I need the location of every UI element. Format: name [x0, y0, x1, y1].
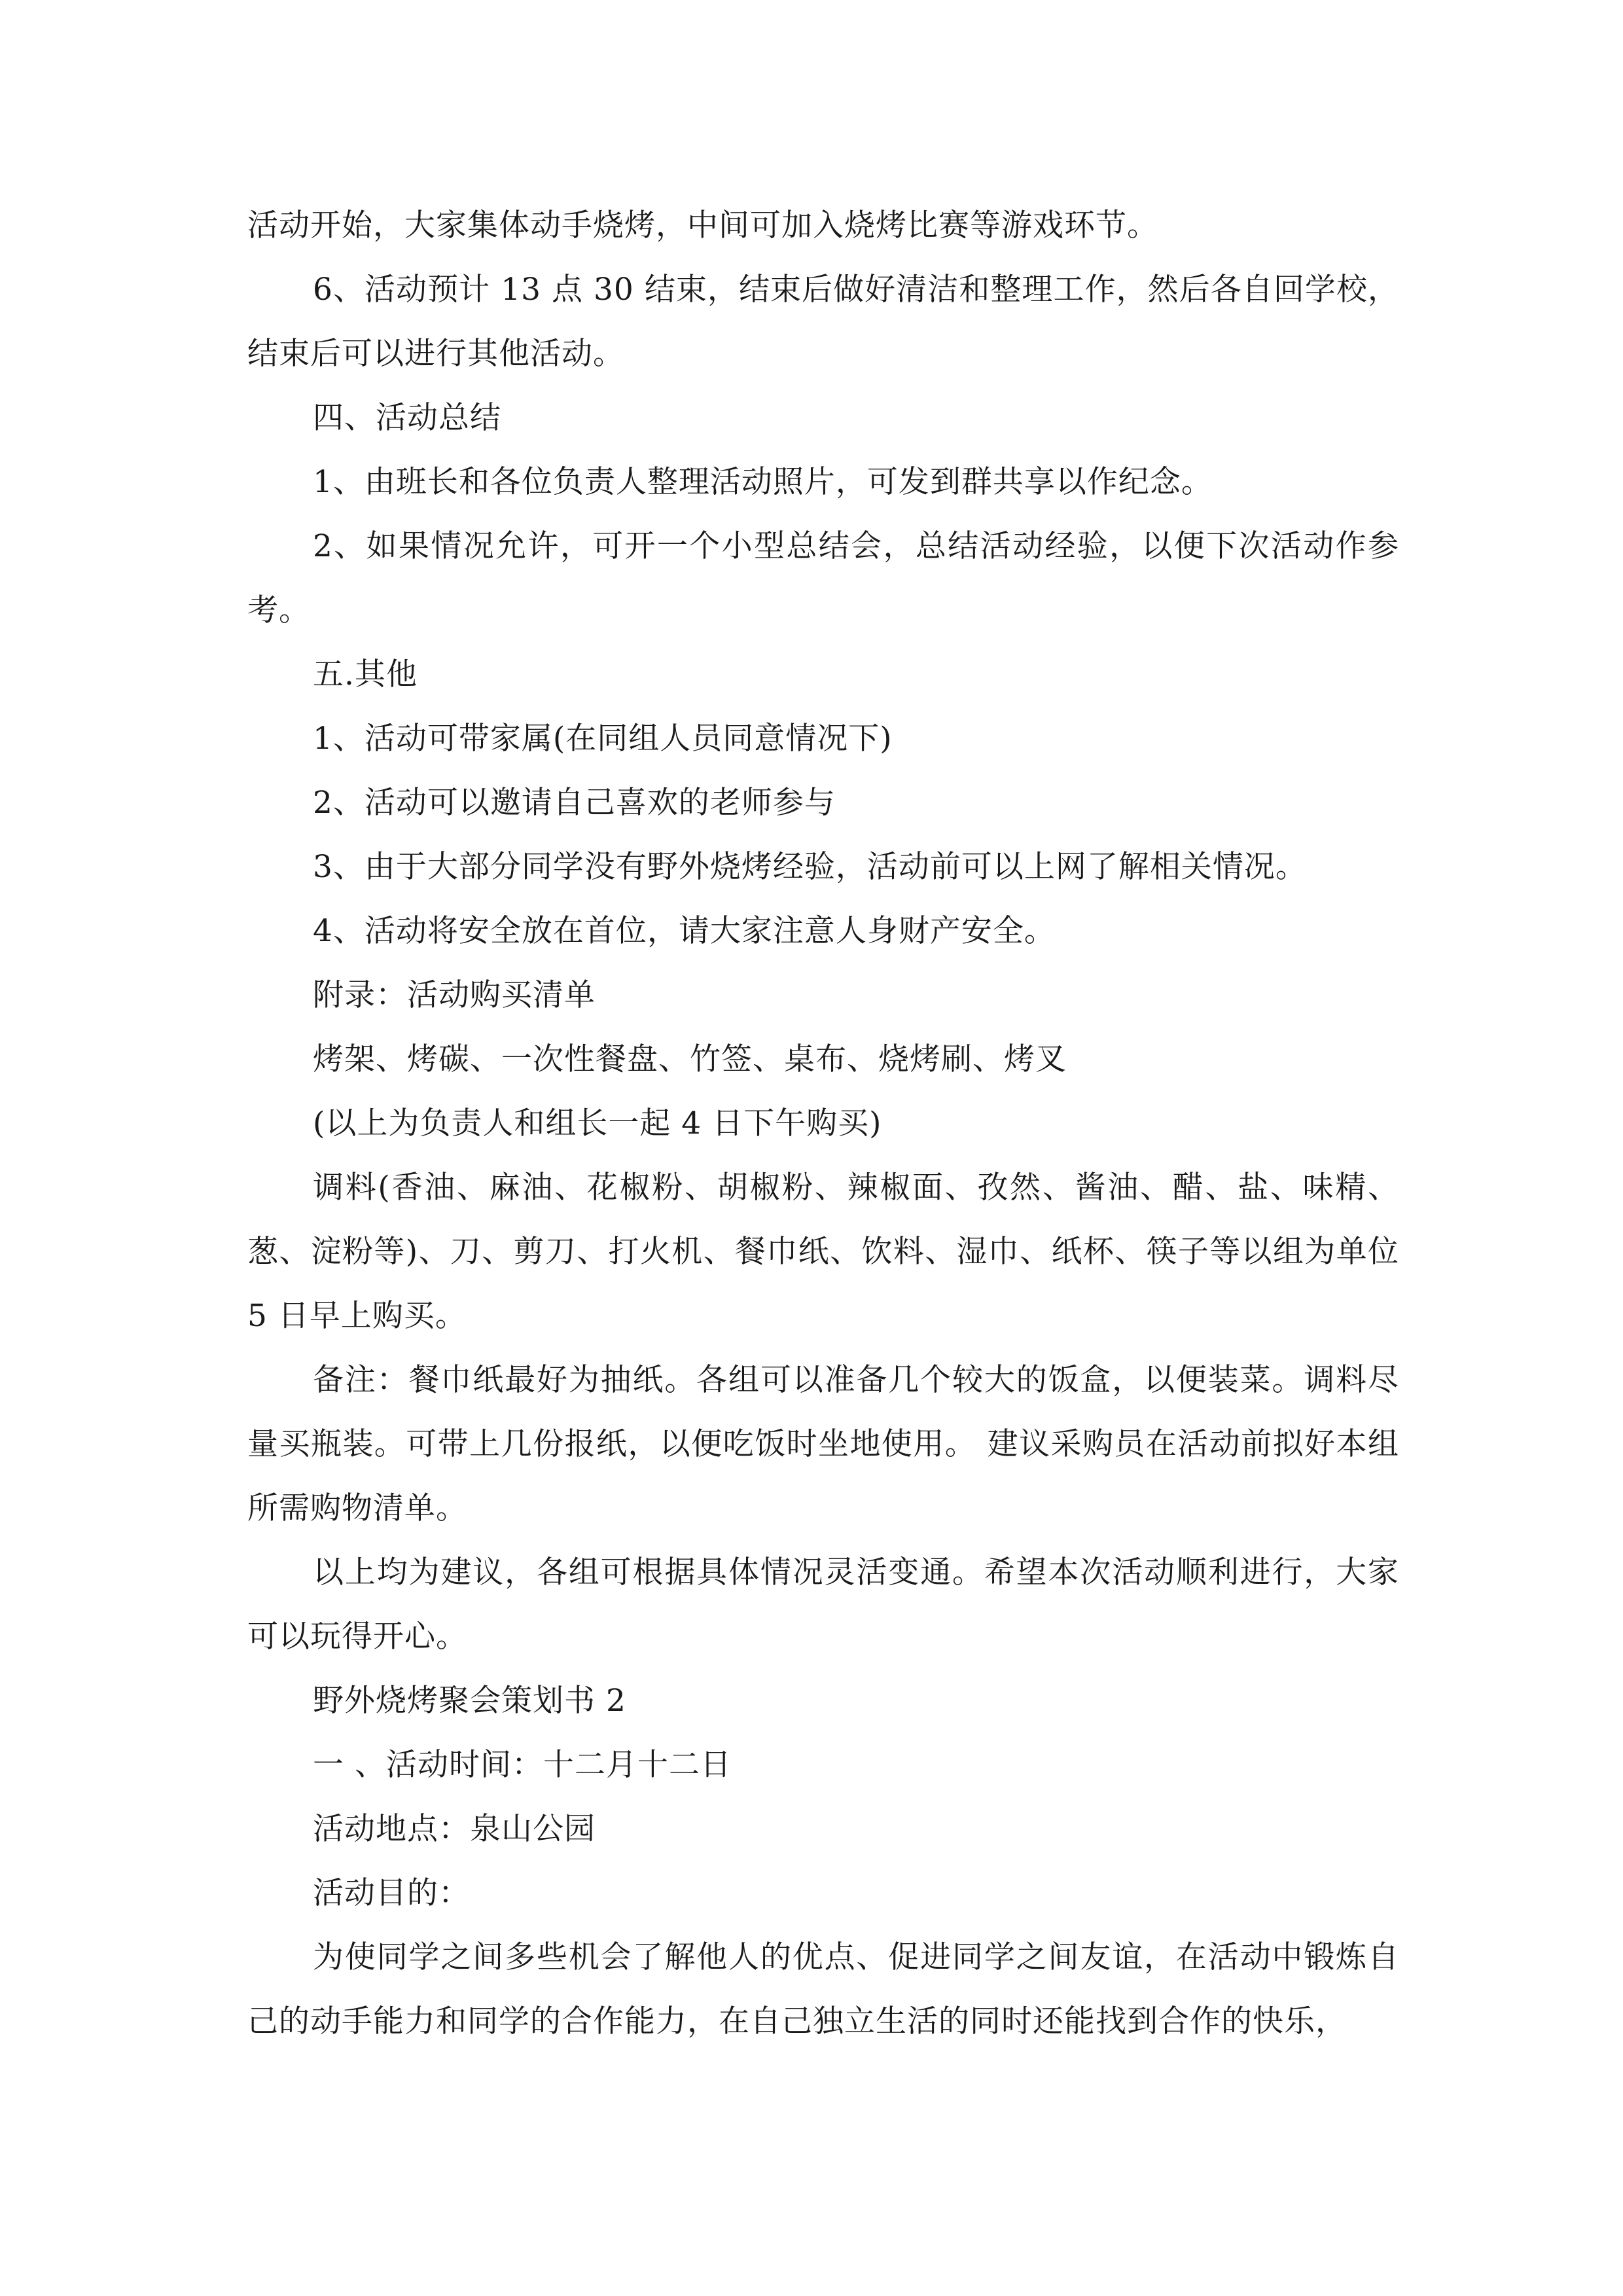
- paragraph: 6、活动预计 13 点 30 结束，结束后做好清洁和整理工作，然后各自回学校，结束后可以进行其他活动。: [247, 272, 1399, 372]
- paragraph: (以上为负责人和组长一起 4 日下午购买): [313, 1105, 882, 1141]
- paragraph: 以上均为建议，各组可根据具体情况灵活变通。希望本次活动顺利进行，大家可以玩得开心。: [247, 1554, 1399, 1655]
- paragraph: 一 、活动时间：十二月十二日: [313, 1747, 732, 1783]
- document-title: 野外烧烤聚会策划书 2: [313, 1683, 626, 1719]
- paragraph: 调料(香油、麻油、花椒粉、胡椒粉、辣椒面、孜然、酱油、醋、盐、味精、葱、淀粉等)、刀、剪刀、打火机、餐巾纸、饮料、湿巾、纸杯、筷子等以组为单位 5 日早上购买。: [247, 1170, 1399, 1334]
- section-heading: 五.其他: [313, 656, 418, 692]
- paragraph: 1、由班长和各位负责人整理活动照片，可发到群共享以作纪念。: [313, 464, 1213, 500]
- paragraph: 活动目的：: [313, 1875, 470, 1911]
- paragraph: 烤架、烤碳、一次性餐盘、竹签、桌布、烧烤刷、烤叉: [313, 1041, 1067, 1077]
- paragraph: 备注：餐巾纸最好为抽纸。各组可以准备几个较大的饭盒，以便装菜。调料尽量买瓶装。可带上几份报纸，以便吃饭时坐地使用。 建议采购员在活动前拟好本组所需购物清单。: [247, 1362, 1399, 1526]
- paragraph: 2、活动可以邀请自己喜欢的老师参与: [313, 785, 836, 821]
- document-body: [247, 194, 1399, 2054]
- section-heading: 四、活动总结: [313, 400, 501, 436]
- paragraph: 活动开始，大家集体动手烧烤，中间可加入烧烤比赛等游戏环节。: [247, 207, 1158, 243]
- paragraph: 4、活动将安全放在首位，请大家注意人身财产安全。: [313, 913, 1056, 949]
- paragraph: 2、如果情况允许，可开一个小型总结会，总结活动经验，以便下次活动作参考。: [247, 528, 1399, 628]
- paragraph: 3、由于大部分同学没有野外烧烤经验，活动前可以上网了解相关情况。: [313, 849, 1307, 885]
- paragraph: 活动地点：泉山公园: [313, 1811, 596, 1847]
- paragraph: 为使同学之间多些机会了解他人的优点、促进同学之间友谊，在活动中锻炼自己的动手能力和同学的合作能力，在自己独立生活的同时还能找到合作的快乐，: [247, 1939, 1399, 2039]
- paragraph: 1、活动可带家属(在同组人员同意情况下): [313, 721, 893, 757]
- section-heading: 附录：活动购买清单: [313, 977, 596, 1013]
